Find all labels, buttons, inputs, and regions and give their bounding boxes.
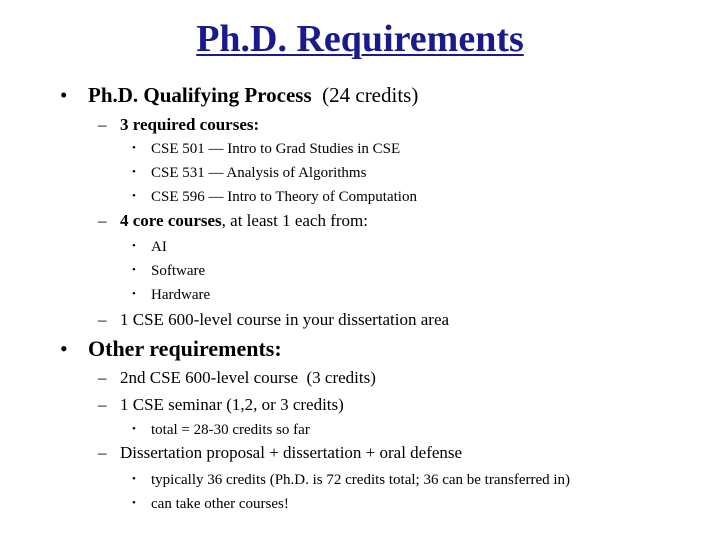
subitem-hardware [132, 284, 210, 305]
subitem-cse531 [132, 162, 366, 183]
bullet-icon: • [132, 423, 136, 435]
subitem-software [132, 260, 205, 281]
item-core-courses [98, 210, 368, 232]
item-required-courses [98, 114, 259, 136]
item-2nd-600-level [98, 367, 376, 389]
bullet-icon: • [132, 497, 136, 509]
subitem-cse501 [132, 138, 400, 159]
page-title-text: Ph.D. Requirements [196, 18, 524, 60]
subitem-label: can take other courses! [151, 496, 289, 512]
bullet-icon: • [132, 288, 136, 300]
item-600-level [98, 309, 449, 331]
subitem-label: CSE 596 — Intro to Theory of Computation [151, 189, 417, 205]
subitem-other-courses [132, 493, 289, 514]
subitem-ai [132, 236, 167, 257]
subitem-label: CSE 531 — Analysis of Algorithms [151, 165, 367, 181]
bullet-icon: • [132, 473, 136, 485]
dash-icon: – [98, 310, 107, 329]
section-extra: (24 credits) [311, 83, 419, 107]
subitem-label: AI [151, 239, 167, 255]
item-cse-seminar [98, 394, 344, 416]
dash-icon: – [98, 368, 107, 387]
subitem-total-credits [132, 419, 310, 440]
item-extra: , at least 1 each from: [221, 211, 368, 230]
section-label: Other requirements: [88, 336, 282, 361]
bullet-icon: • [132, 190, 136, 202]
item-label: Dissertation proposal + dissertation + oral defense [120, 443, 463, 462]
bullet-icon: • [132, 142, 136, 154]
item-label: 3 required courses: [120, 115, 260, 134]
bullet-icon: • [60, 336, 68, 361]
bullet-icon: • [132, 264, 136, 276]
item-label: 4 core courses [120, 211, 222, 230]
page-title [0, 16, 720, 62]
subitem-label: typically 36 credits (Ph.D. is 72 credits total; 36 can be transferred in) [151, 472, 571, 488]
dash-icon: – [98, 395, 107, 414]
subitem-label: total = 28-30 credits so far [151, 422, 310, 438]
subitem-cse596 [132, 186, 417, 207]
section-other-requirements [60, 336, 282, 362]
dash-icon: – [98, 115, 107, 134]
subitem-label: Hardware [151, 287, 211, 303]
section-label: Ph.D. Qualifying Process [88, 83, 312, 107]
item-label: 1 CSE seminar (1,2, or 3 credits) [120, 395, 344, 414]
subitem-label: CSE 501 — Intro to Grad Studies in CSE [151, 141, 401, 157]
subitem-label: Software [151, 263, 206, 279]
bullet-icon: • [132, 166, 136, 178]
item-label: 2nd CSE 600-level course (3 credits) [120, 368, 376, 387]
subitem-typical-credits [132, 469, 570, 490]
bullet-icon: • [60, 83, 68, 107]
item-label: 1 CSE 600-level course in your dissertation area [120, 310, 450, 329]
item-dissertation [98, 442, 462, 464]
dash-icon: – [98, 443, 107, 462]
section-qualifying-process [60, 82, 418, 108]
dash-icon: – [98, 211, 107, 230]
bullet-icon: • [132, 240, 136, 252]
